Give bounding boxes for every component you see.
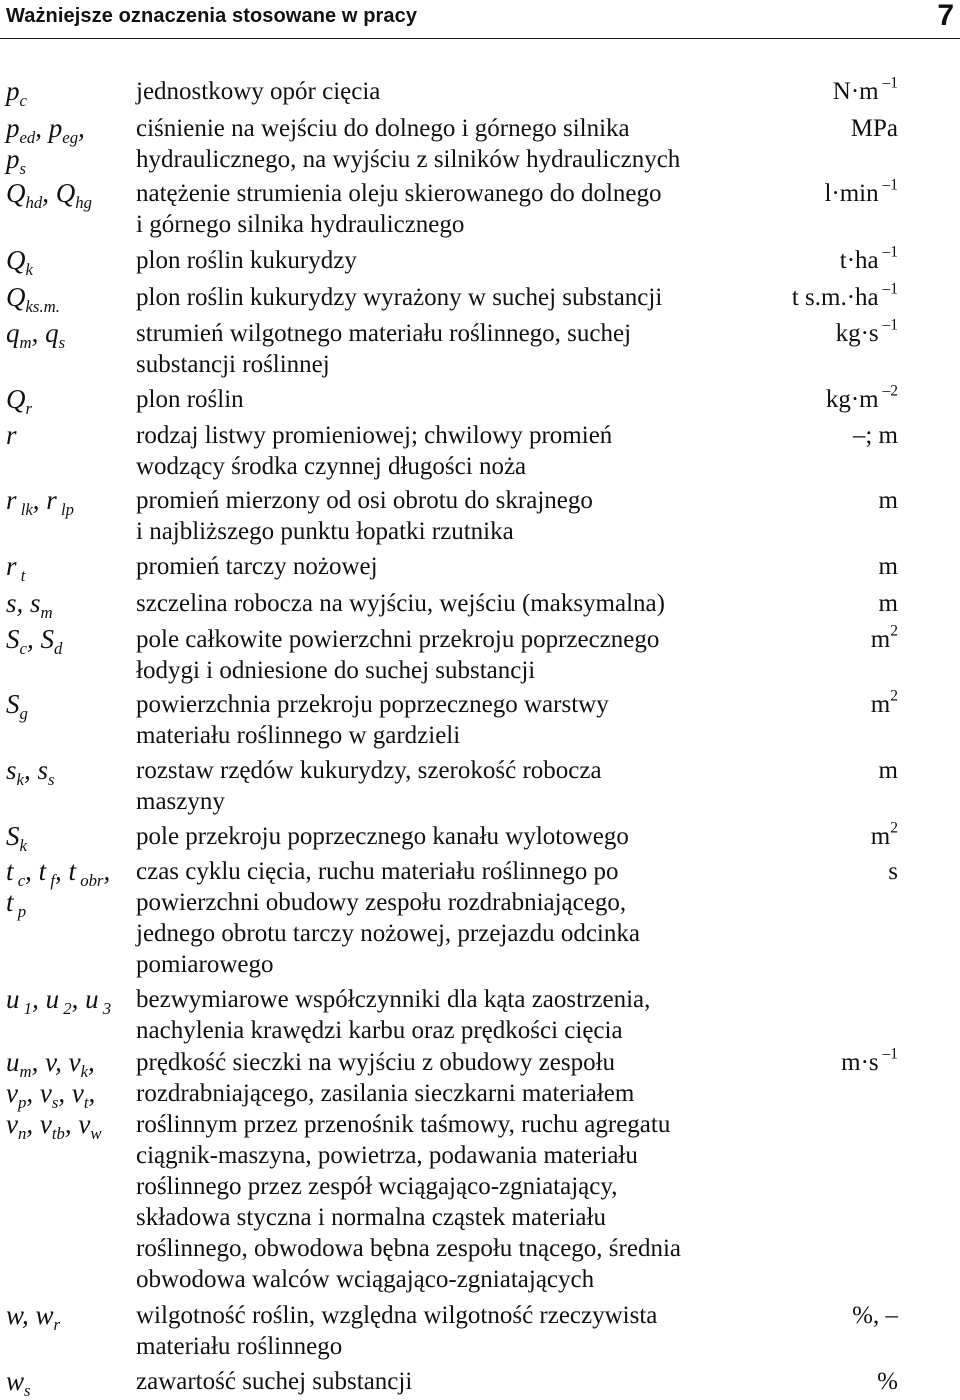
running-head-title: Ważniejsze oznaczenia stosowane w pracy — [6, 5, 418, 27]
notation-unit: kg·s $^{-1}$ — [835, 316, 898, 347]
notation-unit: m — [878, 590, 898, 617]
notation-unit: kg·m $^{-2}$ — [825, 382, 898, 413]
notation-symbol: u $_1$, u $_2$, u $_3$ — [6, 984, 112, 1018]
notation-unit: % — [877, 1368, 898, 1395]
notation-symbol: $S_g$ — [6, 689, 28, 723]
notation-symbol: $s_k$, $s_s$ — [6, 755, 55, 789]
notation-description: czas cyklu cięcia, ruchu materiału roślinnego po powierzchni obudowy zespołu rozdrabniającego, jednego obrotu tarczy nożowej, przejazdu odcinka pomiarowego — [136, 858, 640, 978]
notation-symbol: $q_m$, $q_s$ — [6, 318, 66, 352]
notation-symbol: $Q_r$ — [6, 384, 33, 418]
notation-symbol: r — [6, 420, 17, 450]
notation-unit: m — [878, 487, 898, 514]
notation-unit: %, – — [852, 1302, 898, 1329]
notation-description: prędkość sieczki na wyjściu z obudowy zespołu rozdrabniającego, zasilania sieczkarni materiałem roślinnym przez przenośnik taśmowy, ruchu agregatu ciągnik-maszyna, powietrza, podawania materiału roślinnego przez zespół wciągająco-zgniatający, składowa styczna i normalna cząstek materiału roślinnego, obwodowa bębna zespołu tnącego, średnia obwodowa walców wciągająco-zgniatających — [136, 1049, 681, 1293]
notation-description: bezwymiarowe współczynniki dla kąta zaostrzenia, nachylenia krawędzi karbu oraz prędkości cięcia — [136, 986, 651, 1044]
notation-description: strumień wilgotnego materiału roślinnego, suchej substancji roślinnej — [136, 320, 632, 378]
page-header — [0, 0, 960, 39]
notation-description: wilgotność roślin, względna wilgotność rzeczywista materiału roślinnego — [136, 1302, 658, 1360]
notation-unit: t·ha $^{-1}$ — [839, 243, 898, 274]
notation-symbol: $u_m$, v, $v_k$, $v_p$, $v_s$, $v_t$, $v_n$, $v_{tb}$, $v_w$ — [6, 1047, 102, 1143]
notation-symbol: w, $w_r$ — [6, 1300, 61, 1334]
notation-unit: t s.m.·ha $^{-1}$ — [791, 280, 898, 311]
notation-description: plon roślin kukurydzy — [136, 247, 357, 274]
notation-symbol: $p_c$ — [6, 76, 27, 110]
notation-symbol: s, $s_m$ — [6, 588, 53, 622]
notation-description: powierzchnia przekroju poprzecznego warstwy materiału roślinnego w gardzieli — [136, 691, 609, 749]
notation-unit: $m^2$ — [870, 819, 898, 850]
notation-description: jednostkowy opór cięcia — [136, 78, 381, 105]
notation-symbol: $S_c$, $S_d$ — [6, 624, 63, 658]
notation-unit: m·s $^{-1}$ — [841, 1045, 898, 1076]
notation-unit: N·m $^{-1}$ — [832, 74, 898, 105]
notation-description: szczelina robocza na wyjściu, wejściu (maksymalna) — [136, 590, 665, 617]
notation-description: rozstaw rzędów kukurydzy, szerokość robocza maszyny — [136, 757, 602, 815]
notation-unit: –; m — [852, 422, 898, 449]
notation-symbol: $p_{ed}$, $p_{eg}$, $p_s$ — [6, 113, 85, 178]
notation-description: plon roślin — [136, 386, 244, 413]
notation-symbol: r $_t$ — [6, 551, 26, 585]
notation-symbol: $Q_{hd}$, $Q_{hg}$ — [6, 178, 92, 212]
notation-unit: $m^2$ — [870, 622, 898, 653]
notation-symbol: $w_s$ — [6, 1366, 31, 1400]
notation-description: promień tarczy nożowej — [136, 553, 378, 580]
notation-symbol: $S_k$ — [6, 821, 27, 855]
notation-unit: s — [888, 858, 898, 885]
notation-description: rodzaj listwy promieniowej; chwilowy promień wodzący środka czynnej długości noża — [136, 422, 613, 480]
notation-symbol: t $_c$, t $_f$, t $_{obr}$, t $_p$ — [6, 856, 111, 921]
notation-description: pole przekroju poprzecznego kanału wylotowego — [136, 823, 629, 850]
notation-description: promień mierzony od osi obrotu do skrajnego i najbliższego punktu łopatki rzutnika — [136, 487, 593, 545]
notation-unit: MPa — [850, 115, 898, 142]
notation-unit: $m^2$ — [870, 687, 898, 718]
notation-description: pole całkowite powierzchni przekroju poprzecznego łodygi i odniesione do suchej substancji — [136, 626, 660, 684]
notation-unit: m — [878, 553, 898, 580]
page-number: 7 — [937, 0, 954, 32]
notation-unit: m — [878, 757, 898, 784]
notation-description: zawartość suchej substancji — [136, 1368, 413, 1395]
notation-description: natężenie strumienia oleju skierowanego do dolnego i górnego silnika hydraulicznego — [136, 180, 662, 238]
notation-unit: l·min $^{-1}$ — [824, 176, 898, 207]
notation-description: plon roślin kukurydzy wyrażony w suchej substancji — [136, 284, 663, 311]
notation-symbol: $Q_k$ — [6, 245, 33, 279]
notation-description: ciśnienie na wejściu do dolnego i górnego silnika hydraulicznego, na wyjściu z silników hydraulicznych — [136, 115, 681, 173]
notation-symbol: r $_{lk}$, r $_{lp}$ — [6, 485, 74, 519]
notation-symbol: $Q_{ks.m.}$ — [6, 282, 60, 316]
